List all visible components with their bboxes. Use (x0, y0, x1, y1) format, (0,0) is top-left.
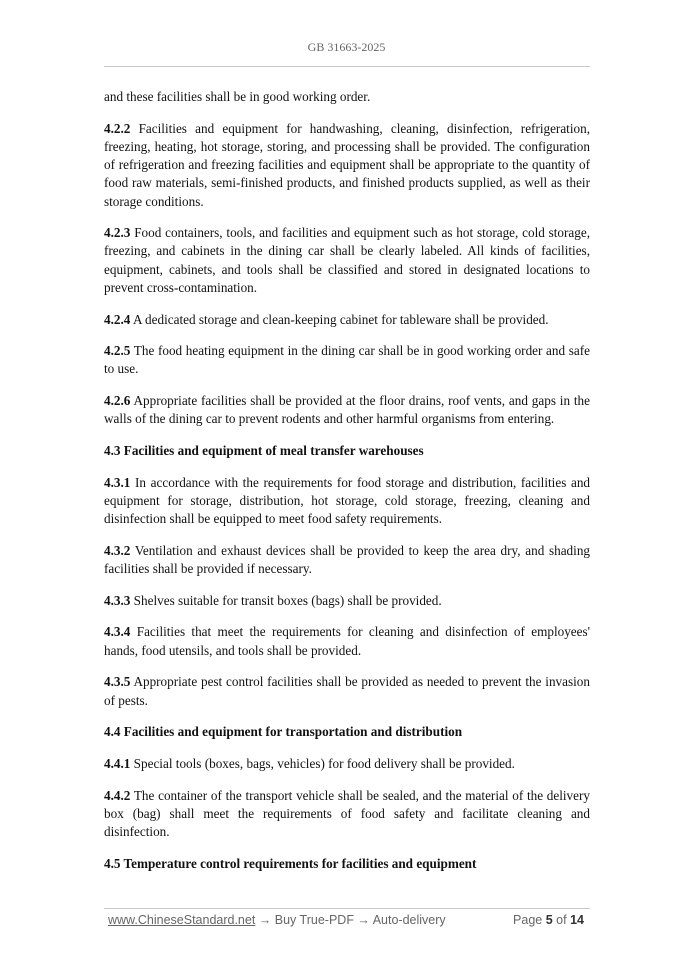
clause-number: 4.4.2 (104, 787, 131, 803)
clause-text: and these facilities shall be in good working order. (104, 89, 371, 104)
clause-number: 4.2.6 (104, 393, 131, 409)
header-divider (104, 66, 590, 67)
clause-number: 4.4.1 (104, 755, 131, 771)
auto-delivery-text: Auto-delivery (372, 913, 446, 927)
clause-paragraph (104, 787, 590, 842)
clause-text: Appropriate pest control facilities shall be provided as needed to prevent the invasion of pests. (104, 674, 590, 708)
clause-text: The food heating equipment in the dining car shall be in good working order and safe to use. (104, 343, 590, 377)
clause-text: Ventilation and exhaust devices shall be provided to keep the area dry, and shading facilities shall be provided if necessary. (104, 542, 591, 577)
footer-divider (104, 908, 590, 909)
page-indicator (513, 913, 584, 927)
clause-text: Shelves suitable for transit boxes (bags) shall be provided. (133, 592, 442, 608)
clause-paragraph (104, 474, 590, 529)
clause-paragraph (104, 224, 590, 297)
document-id-header: GB 31663-2025 (307, 40, 386, 54)
clause-text: The container of the transport vehicle shall be sealed, and the material of the delivery box (bag) shall meet the requirements of food safety and facilitate cleaning and disinfection. (104, 787, 590, 840)
clause-text: Facilities that meet the requirements for cleaning and disinfection of employees' hands, food utensils, and tools shall be provided. (104, 624, 591, 658)
clause-text: A dedicated storage and clean-keeping cabinet for tableware shall be provided. (132, 311, 549, 327)
arrow-icon: → (255, 913, 275, 927)
section-heading: 4.5 Temperature control requirements for facilities and equipment (104, 855, 477, 871)
clause-text: In accordance with the requirements for food storage and distribution, facilities and equipment for storage, distribution, hot storage, cold storage, freezing, cleaning and disinfection shall be equipped to meet food safety requirements. (104, 474, 591, 527)
site-link[interactable]: www.ChineseStandard.net (108, 913, 256, 927)
section-heading: 4.4 Facilities and equipment for transportation and distribution (104, 724, 463, 740)
clause-number: 4.3.1 (104, 474, 131, 490)
current-page-number: 5 (545, 913, 553, 927)
section-heading: 4.3 Facilities and equipment of meal transfer warehouses (104, 443, 424, 459)
clause-number: 4.3.2 (104, 542, 131, 558)
clause-paragraph (104, 88, 590, 106)
clause-paragraph (104, 311, 590, 329)
clause-number: 4.2.4 (104, 311, 131, 327)
total-pages: 14 (570, 913, 584, 927)
clause-number: 4.3.4 (104, 624, 131, 640)
clause-paragraph (104, 542, 590, 578)
clause-paragraph (104, 392, 590, 428)
clause-paragraph (104, 755, 590, 773)
clause-paragraph (104, 120, 590, 211)
clause-number: 4.3.5 (104, 674, 131, 690)
clause-number: 4.3.3 (104, 592, 131, 608)
clause-paragraph (104, 673, 590, 709)
clause-number: 4.2.3 (104, 225, 131, 241)
clause-text: Facilities and equipment for handwashing, cleaning, disinfection, refrigeration, freezing, heating, hot storage, storing, and processing shall be provided. The configuration of refrigeration and freezing facilities and equipment shall be appropriate to the quantity of food raw materials, semi-finished products, and finished products supplied, as well as their storage conditions. (104, 120, 590, 209)
clause-number: 4.2.5 (104, 343, 131, 359)
buy-true-pdf-link[interactable]: Buy True-PDF (274, 913, 354, 927)
document-body (104, 88, 590, 887)
page-label: Page (513, 913, 543, 927)
footer-links (108, 913, 446, 927)
clause-number: 4.2.2 (104, 120, 131, 136)
clause-text: Food containers, tools, and facilities and equipment such as hot storage, cold storage, freezing, and cabinets in the dining car shall be clearly labeled. All kinds of facilities, equipment, cabinets, and tools shall be classified and stored in designated locations to prevent cross-contamination. (104, 225, 591, 295)
clause-text: Special tools (boxes, bags, vehicles) for food delivery shall be provided. (133, 755, 515, 771)
clause-paragraph (104, 623, 590, 659)
arrow-icon: → (353, 913, 373, 927)
clause-text: Appropriate facilities shall be provided at the floor drains, roof vents, and gaps in the walls of the dining car to prevent rodents and other harmful organisms from entering. (104, 393, 590, 427)
clause-paragraph (104, 592, 590, 610)
of-label: of (556, 913, 567, 927)
clause-paragraph (104, 342, 590, 378)
